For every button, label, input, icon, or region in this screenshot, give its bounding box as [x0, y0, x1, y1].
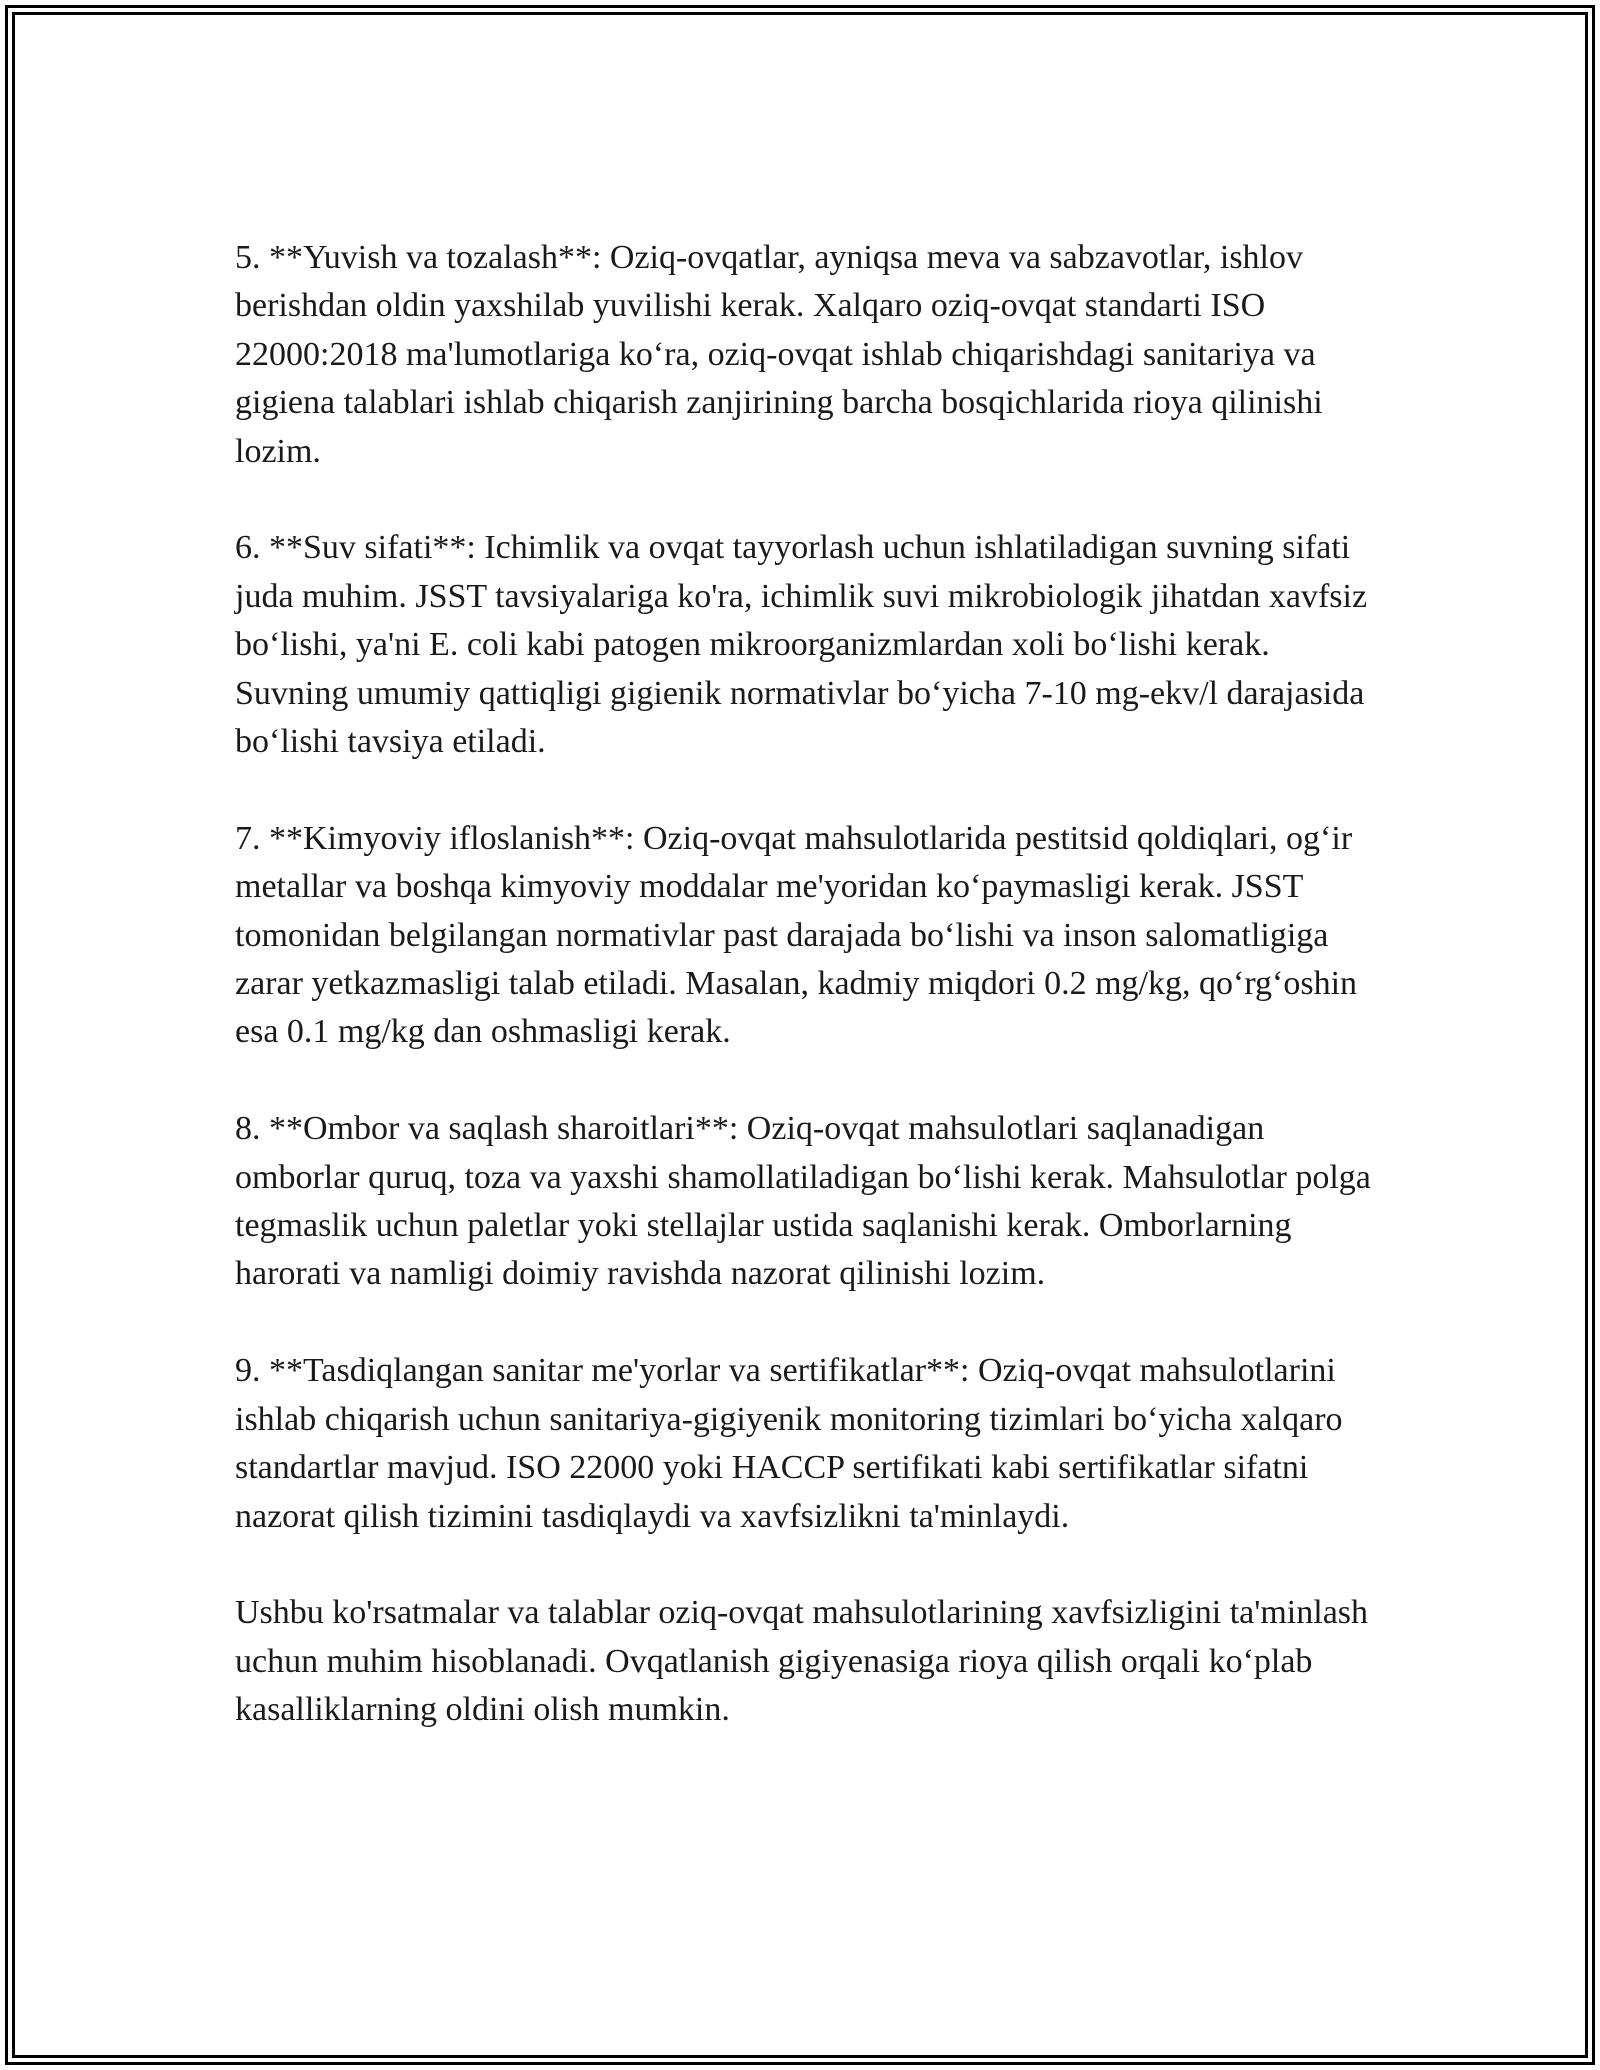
paragraph-washing: 5. **Yuvish va tozalash**: Oziq-ovqatlar, ayniqsa meva va sabzavotlar, ishlov berishdan oldin yaxshilab yuvilishi kerak. Xalqaro oziq-ovqat standarti ISO 22000:2018 ma'lumotlariga ko‘ra, oziq-ovqat ishlab chiqarishdagi sanitariya va gigiena talablari ishlab chiqarish zanjirining barcha bosqichlarida rioya qilinishi lozim. [235, 239, 1323, 470]
paragraph-conclusion: Ushbu ko'rsatmalar va talablar oziq-ovqat mahsulotlarining xavfsizligini ta'minlash uchun muhim hisoblanadi. Ovqatlanish gigiyenasiga rioya qilish orqali ko‘plab kasalliklarning oldini olish mumkin. [235, 1594, 1369, 1729]
paragraph-water-quality: 6. **Suv sifati**: Ichimlik va ovqat tayyorlash uchun ishlatiladigan suvning sifati juda muhim. JSST tavsiyalariga ko'ra, ichimlik suvi mikrobiologik jihatdan xavfsiz bo‘lishi, ya'ni E. coli kabi patogen mikroorganizmlardan xoli bo‘lishi kerak. Suvning umumiy qattiqligi gigienik normativlar bo‘yicha 7-10 mg-ekv/l darajasida bo‘lishi tavsiya etiladi. [235, 529, 1368, 761]
paragraph-chemical-contamination: 7. **Kimyoviy ifloslanish**: Oziq-ovqat mahsulotlarida pestitsid qoldiqlari, og‘ir metallar va boshqa kimyoviy moddalar me'yoridan ko‘paymasligi kerak. JSST tomonidan belgilangan normativlar past darajada bo‘lishi va inson salomatligiga zarar yetkazmasligi talab etiladi. Masalan, kadmiy miqdori 0.2 mg/kg, qo‘rg‘oshin esa 0.1 mg/kg dan oshmasligi kerak. [235, 819, 1358, 1051]
paragraph-sanitary-certificates: 9. **Tasdiqlangan sanitar me'yorlar va sertifikatlar**: Oziq-ovqat mahsulotlarini ishlab chiqarish uchun sanitariya-gigiyenik monitoring tizimlari bo‘yicha xalqaro standartlar mavjud. ISO 22000 yoki HACCP sertifikati kabi sertifikatlar sifatni nazorat qilish tizimini tasdiqlaydi va xavfsizlikni ta'minlaydi. [235, 1352, 1343, 1535]
document-body [235, 234, 1385, 1735]
paragraph-storage-conditions: 8. **Ombor va saqlash sharoitlari**: Oziq-ovqat mahsulotlari saqlanadigan omborlar quruq, toza va yaxshi shamollatiladigan bo‘lishi kerak. Mahsulotlar polga tegmaslik uchun paletlar yoki stellajlar ustida saqlanishi kerak. Omborlarning harorati va namligi doimiy ravishda nazorat qilinishi lozim. [235, 1110, 1371, 1293]
